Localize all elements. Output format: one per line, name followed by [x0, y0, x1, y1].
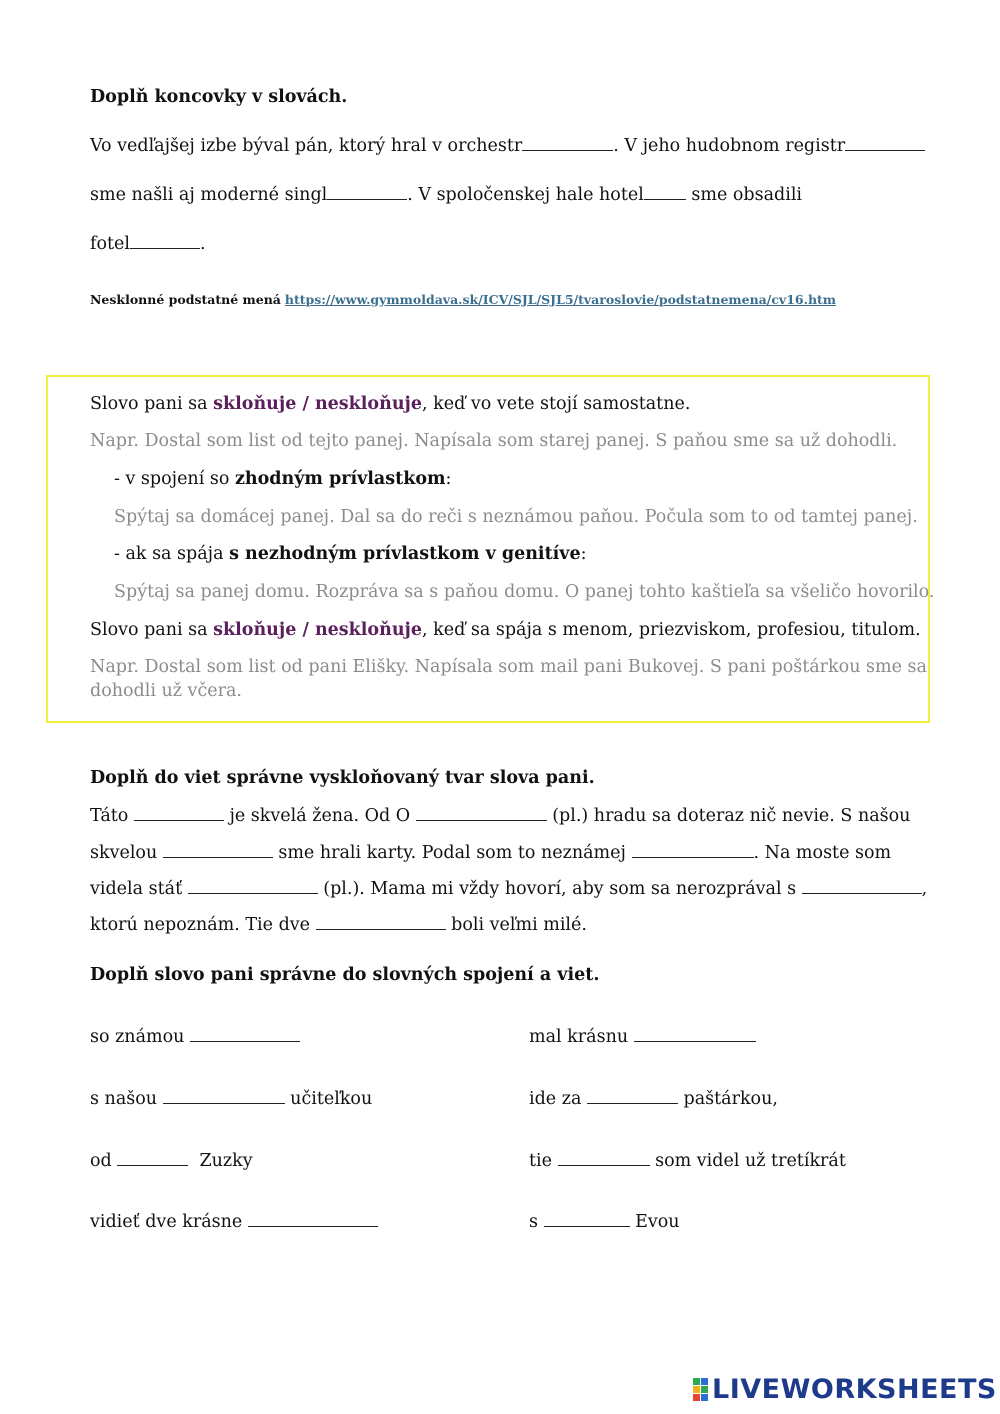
- text: (pl.) hradu sa doteraz nič nevie. S našou: [546, 806, 911, 826]
- answer-blank[interactable]: [845, 136, 925, 151]
- liveworksheets-logo: [693, 1374, 997, 1405]
- exercise1-line1: [90, 134, 925, 158]
- example2: Spýtaj sa domácej panej. Dal sa do reči s neznámou paňou. Počula som to od tamtej panej.: [114, 507, 918, 527]
- phrase-item: [90, 1210, 378, 1234]
- answer-blank[interactable]: [248, 1212, 378, 1227]
- text: Slovo pani sa: [90, 620, 214, 640]
- text: ktorú nepoznám. Tie dve: [90, 915, 316, 935]
- text: som videl už tretíkrát: [649, 1151, 846, 1171]
- answer-blank[interactable]: [163, 1089, 285, 1104]
- reference-label: Nesklonné podstatné mená: [90, 292, 281, 307]
- text: sme obsadili: [685, 185, 803, 205]
- section2-heading: Doplň do viet správne vyskloňovaný tvar slova pani.: [90, 768, 595, 788]
- text: paštárkou,: [677, 1089, 778, 1109]
- emphasis: zhodným prívlastkom: [234, 469, 446, 489]
- answer-blank[interactable]: [163, 843, 273, 858]
- text: . V spoločenskej hale hotel: [407, 185, 644, 205]
- text: - v spojení so: [114, 469, 235, 489]
- answer-blank[interactable]: [316, 915, 446, 930]
- text: od: [90, 1151, 118, 1171]
- example4-line2: dohodli už včera.: [90, 681, 242, 701]
- example4-line1: Napr. Dostal som list od pani Elišky. Napísala som mail pani Bukovej. S pani poštárkou sme sa: [90, 657, 927, 677]
- answer-blank[interactable]: [416, 806, 547, 821]
- section3-heading: Doplň slovo pani správne do slovných spojení a viet.: [90, 965, 600, 985]
- text: učiteľkou: [284, 1089, 373, 1109]
- example1: Napr. Dostal som list od tejto panej. Napísala som starej panej. S paňou sme sa už dohodli.: [90, 431, 898, 451]
- phrase-item: [529, 1025, 756, 1049]
- exercise2-line3: [90, 877, 927, 901]
- text: s: [529, 1212, 544, 1232]
- text: vidieť dve krásne: [90, 1212, 248, 1232]
- exercise1-line3: [90, 232, 206, 256]
- exercise2-line1: [90, 804, 910, 828]
- answer-blank[interactable]: [558, 1151, 650, 1166]
- reference-link[interactable]: https://www.gymmoldava.sk/ICV/SJL/SJL5/tvaroslovie/podstatnemena/cv16.htm: [284, 292, 837, 307]
- text: tie: [529, 1151, 558, 1171]
- exercise2-line4: [90, 913, 587, 937]
- rule4: [90, 618, 921, 642]
- text: :: [580, 544, 587, 564]
- text: Zuzky: [188, 1151, 253, 1171]
- rule2: [114, 467, 451, 491]
- text: ,: [921, 879, 928, 899]
- highlight: skloňuje / neskloňuje: [213, 620, 423, 640]
- text: ide za: [529, 1089, 587, 1109]
- logo-cube-icon: [693, 1378, 708, 1401]
- text: , keď vo vete stojí samostatne.: [422, 394, 691, 414]
- reference-line: [90, 292, 836, 307]
- text: Táto: [90, 806, 134, 826]
- phrase-item: [90, 1149, 253, 1173]
- rule1: [90, 392, 690, 416]
- answer-blank[interactable]: [587, 1089, 678, 1104]
- text: sme našli aj moderné singl: [90, 185, 328, 205]
- answer-blank[interactable]: [522, 136, 613, 151]
- answer-blank[interactable]: [134, 806, 224, 821]
- text: mal krásnu: [529, 1027, 634, 1047]
- text: . Na moste som: [753, 843, 892, 863]
- highlight: skloňuje / neskloňuje: [213, 394, 423, 414]
- example3: Spýtaj sa panej domu. Rozpráva sa s paňou domu. O panej tohto kaštieľa sa všeličo hovorilo.: [114, 582, 935, 602]
- exercise2-line2: [90, 841, 891, 865]
- emphasis: s nezhodným prívlastkom v genitíve: [229, 544, 581, 564]
- text: fotel: [90, 234, 130, 254]
- answer-blank[interactable]: [634, 1027, 756, 1042]
- text: je skvelá žena. Od O: [223, 806, 416, 826]
- phrase-item: [529, 1149, 846, 1173]
- answer-blank[interactable]: [130, 234, 200, 249]
- phrase-item: [529, 1087, 778, 1111]
- text: - ak sa spája: [114, 544, 230, 564]
- answer-blank[interactable]: [632, 843, 754, 858]
- answer-blank[interactable]: [188, 879, 318, 894]
- answer-blank[interactable]: [802, 879, 922, 894]
- text: sme hrali karty. Podal som to neznámej: [272, 843, 632, 863]
- text: Slovo pani sa: [90, 394, 214, 414]
- phrase-item: [529, 1210, 680, 1234]
- text: Vo vedľajšej izbe býval pán, ktorý hral v orchestr: [90, 136, 523, 156]
- text: s našou: [90, 1089, 163, 1109]
- text: . V jeho hudobnom registr: [613, 136, 846, 156]
- answer-blank[interactable]: [117, 1151, 188, 1166]
- answer-blank[interactable]: [644, 185, 686, 200]
- logo-text: LIVEWORKSHEETS: [712, 1374, 997, 1405]
- section1-heading: Doplň koncovky v slovách.: [90, 87, 348, 107]
- answer-blank[interactable]: [327, 185, 407, 200]
- rule3: [114, 542, 587, 566]
- phrase-item: [90, 1087, 372, 1111]
- text: .: [200, 234, 206, 254]
- text: boli veľmi milé.: [445, 915, 587, 935]
- answer-blank[interactable]: [544, 1212, 630, 1227]
- text: so známou: [90, 1027, 190, 1047]
- text: (pl.). Mama mi vždy hovorí, aby som sa nerozprával s: [317, 879, 802, 899]
- answer-blank[interactable]: [190, 1027, 300, 1042]
- text: videla stáť: [90, 879, 188, 899]
- text: :: [445, 469, 452, 489]
- text: , keď sa spája s menom, priezviskom, profesiou, titulom.: [422, 620, 921, 640]
- text: Evou: [629, 1212, 680, 1232]
- phrase-item: [90, 1025, 300, 1049]
- text: skvelou: [90, 843, 163, 863]
- exercise1-line2: [90, 183, 802, 207]
